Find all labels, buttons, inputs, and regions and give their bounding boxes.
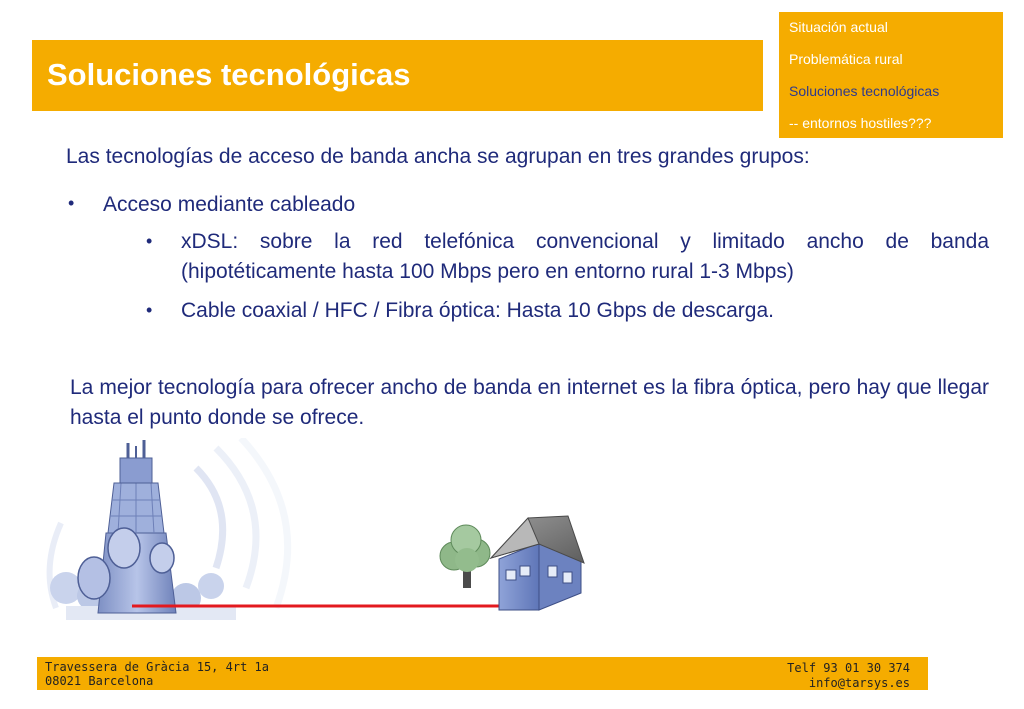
footer-email[interactable]: info@tarsys.es (808, 676, 910, 690)
telecom-tower-icon (50, 438, 288, 620)
footer-phone: Telf 93 01 30 374 (787, 661, 910, 675)
title-bar (32, 40, 763, 111)
house-icon (491, 516, 584, 610)
footer-bar (37, 657, 928, 690)
sub-bullet-marker: • (146, 231, 153, 251)
nav-item-entornos-hostiles[interactable]: -- entornos hostiles??? (789, 115, 932, 131)
sub-bullet-xdsl: xDSL: sobre la red telefónica convencional y limitado ancho de banda (hipotéticamente hasta 100 Mbps pero en entorno rural 1-3 Mbps) (181, 230, 989, 283)
bullet-marker: • (68, 193, 75, 213)
nav-item-problematica-rural[interactable]: Problemática rural (789, 51, 903, 67)
tree-icon (440, 525, 490, 588)
intro-text: Las tecnologías de acceso de banda ancha se agrupan en tres grandes grupos: (66, 145, 810, 168)
sub-bullet-cable-fibra: Cable coaxial / HFC / Fibra óptica: Hasta 10 Gbps de descarga. (181, 299, 774, 322)
sub-bullet-marker: • (146, 300, 153, 320)
nav-item-soluciones-tecnologicas[interactable]: Soluciones tecnológicas (789, 83, 940, 99)
nav-item-situacion-actual[interactable]: Situación actual (789, 19, 888, 35)
network-illustration (36, 438, 596, 628)
footer-address-line1: Travessera de Gràcia 15, 4rt 1a (45, 660, 269, 674)
bullet-acceso-cableado: Acceso mediante cableado (103, 193, 356, 216)
section-nav (779, 12, 1003, 138)
footer-address-line2: 08021 Barcelona (45, 674, 154, 688)
conclusion-text: La mejor tecnología para ofrecer ancho de banda en internet es la fibra óptica, pero hay que llegar hasta el punto donde se ofrece. (70, 376, 989, 429)
page-title: Soluciones tecnológicas (47, 57, 411, 92)
